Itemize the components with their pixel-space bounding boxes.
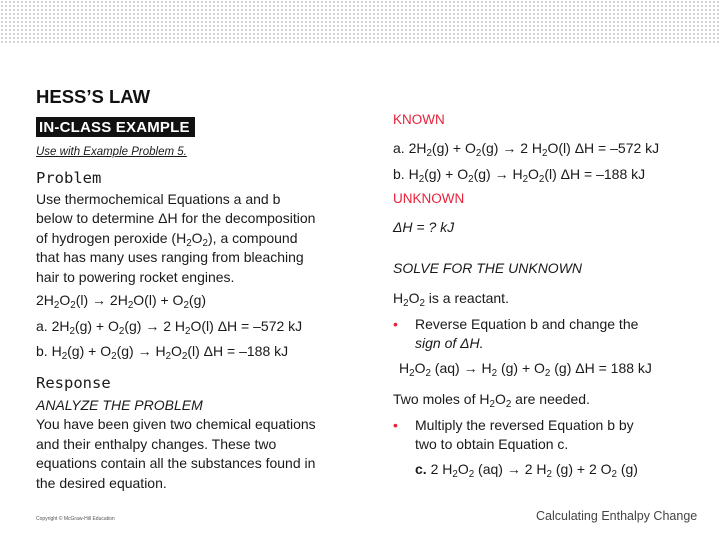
equation-a: a. $2H_2(g) + O_2(g) \to 2$ $H_2O(l) \Delta H = -572$ kJ: [36, 318, 303, 337]
solve-heading: SOLVE FOR THE UNKNOWN: [393, 260, 583, 276]
problem-line: hair to powering rocket engines.: [36, 268, 235, 285]
analyze-line: equations contain all the substances found in: [36, 455, 316, 472]
chapter-footer: Calculating Enthalpy Change: [536, 509, 698, 523]
reversed-equation: $H_2O_2$ $(aq) \to H_2$ $(g) + O_2$ (g) ΔH = 188 kJ: [399, 360, 652, 379]
page-title: HESS’S LAW: [36, 86, 151, 107]
reactant-line: $H_2O_2$ is a reactant.: [393, 290, 509, 309]
analyze-line: You have been given two chemical equations: [36, 416, 316, 433]
problem-line: of hydrogen peroxide $(H_2O_2)$, a compound: [36, 229, 298, 249]
bullet-line: sign of ΔH.: [415, 335, 484, 351]
unknown-label: UNKNOWN: [393, 191, 465, 206]
problem-heading: Problem: [36, 169, 102, 187]
target-equation: $2H_2O_2(l) \to 2H_2O(l) + O_2(g)$: [36, 292, 207, 311]
known-equation-a: a. $2H_2(g) + O_2(g) \to 2$ $H_2O(l) \Delta H = -572$ kJ: [393, 140, 660, 159]
known-equation-b: b. $H_2(g) + O_2(g) \to H_2O_2(l) \Delta H = -188$ kJ: [393, 166, 646, 185]
bullet-reverse-equation: [393, 315, 638, 353]
analyze-line: the desired equation.: [36, 474, 167, 491]
two-moles-line: Two moles of $H_2O_2$ are needed.: [393, 391, 590, 410]
analyze-heading: ANALYZE THE PROBLEM: [36, 397, 203, 413]
analyze-line: and their enthalpy changes. These two: [36, 435, 277, 452]
bullet-line: Reverse Equation b and change the: [415, 316, 639, 332]
bullet-line: two to obtain Equation c.: [415, 436, 569, 452]
problem-text: [36, 190, 366, 287]
equation-c: [415, 461, 638, 480]
problem-line: below to determine ΔH for the decomposition: [36, 210, 316, 227]
problem-line: Use thermochemical Equations a and b: [36, 191, 281, 207]
bullet-multiply-equation: [393, 416, 634, 454]
copyright-notice: Copyright © McGraw-Hill Education: [36, 516, 115, 522]
bullet-icon: •: [393, 417, 398, 433]
known-label: KNOWN: [393, 112, 445, 127]
equation-b: b. $H_2(g) + O_2(g) \to H_2O_2(l) \Delta H = -188$ kJ: [36, 343, 289, 362]
in-class-example-badge: IN-CLASS EXAMPLE: [36, 117, 195, 137]
analyze-section: [36, 396, 366, 493]
bullet-icon: •: [393, 316, 398, 332]
response-heading: Response: [36, 374, 111, 392]
use-with-note: Use with Example Problem 5.: [36, 146, 187, 158]
unknown-value: ΔH = ? kJ: [393, 219, 455, 235]
equation-c-text: 2 $H_2O_2$ (aq) → 2 $H_2$ (g) + 2 $O_2$ (g): [430, 461, 638, 480]
problem-line: that has many uses ranging from bleaching: [36, 249, 304, 266]
bullet-line: Multiply the reversed Equation b by: [415, 417, 634, 433]
equation-c-label: c.: [415, 461, 427, 477]
dotted-header-band: [0, 0, 720, 44]
